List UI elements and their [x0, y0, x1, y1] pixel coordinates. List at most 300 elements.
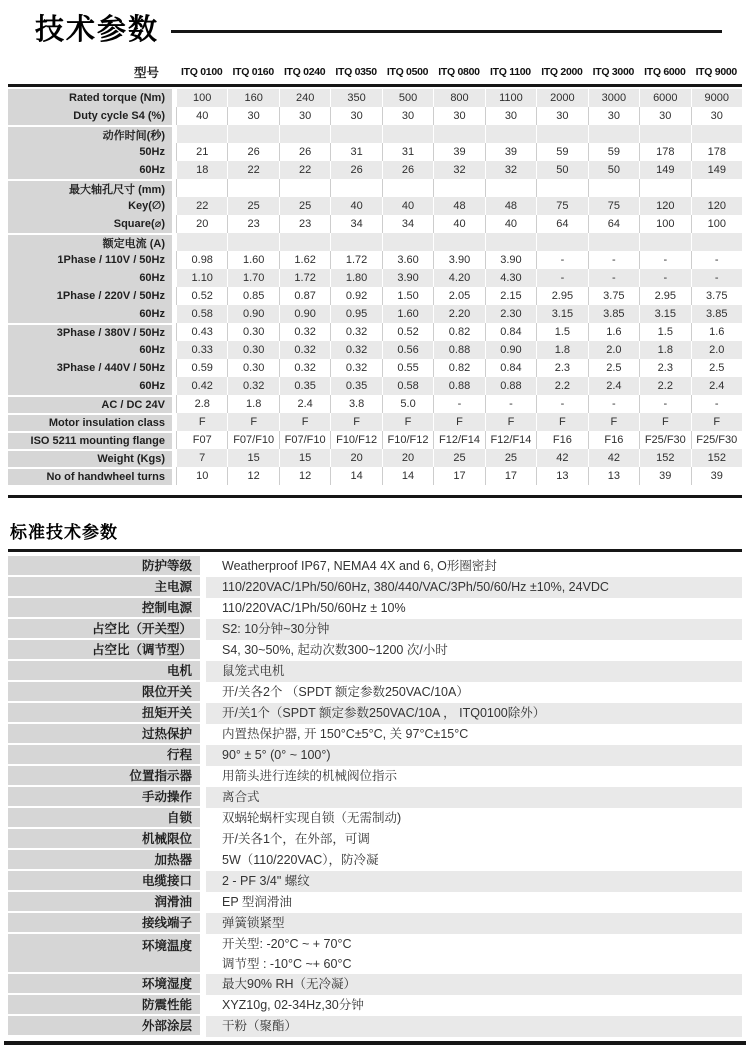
spec-cell: 40: [382, 197, 433, 215]
spec-cell: 1.60: [227, 251, 278, 269]
spec-cell: 0.90: [227, 305, 278, 323]
spec-cell: 0.32: [330, 323, 381, 341]
spec-cell: 100: [691, 215, 742, 233]
std-row-label: 接线端子: [8, 913, 200, 934]
std-row-label: 机械限位: [8, 829, 200, 850]
model-column-header: ITQ 0100: [181, 65, 223, 78]
spec-cell: F25/F30: [639, 431, 690, 449]
spec-cell: 0.82: [433, 323, 484, 341]
std-row-value: [206, 766, 742, 787]
spec-cell: 22: [279, 161, 330, 179]
page-bottom-divider: [4, 1041, 746, 1045]
doc-header: [35, 13, 722, 48]
std-table-row: [8, 934, 742, 974]
spec-cell: -: [433, 395, 484, 413]
spec-cell: 0.32: [227, 377, 278, 395]
std-value-line: 干粉（聚酯）: [222, 1019, 298, 1034]
spec-cell: 22: [227, 161, 278, 179]
spec-cell: 39: [639, 467, 690, 485]
spec-cell: 0.43: [176, 323, 227, 341]
std-row-label: 自锁: [8, 808, 200, 829]
spec-table-row: [8, 359, 742, 377]
spec-cell: 0.92: [330, 287, 381, 305]
spec-row-label: 60Hz: [8, 269, 172, 287]
spec-table-row: [8, 305, 742, 323]
model-header-row: [8, 60, 742, 84]
spec-cell: F: [433, 413, 484, 431]
spec-cell: 0.90: [485, 341, 536, 359]
spec-cell: 152: [639, 449, 690, 467]
std-value-line: 2 - PF 3/4" 螺纹: [222, 874, 310, 889]
std-value-line: 鼠笼式电机: [222, 664, 285, 679]
std-table-row: [8, 724, 742, 745]
std-value-line: 5W（110/220VAC），防冷凝: [222, 853, 379, 868]
std-table-row: [8, 745, 742, 766]
spec-cell: 26: [279, 143, 330, 161]
std-value-line: 双蜗轮蜗杆实现自锁（无需制动): [222, 811, 402, 826]
spec-cell: 149: [691, 161, 742, 179]
spec-row-label: Weight (Kgs): [8, 449, 172, 467]
model-column-header: ITQ 3000: [592, 65, 635, 78]
spec-cell: 3.15: [639, 305, 690, 323]
spec-table-row: [8, 341, 742, 359]
spec-cell: 13: [588, 467, 639, 485]
spec-cell: F16: [536, 431, 587, 449]
std-row-value: [206, 1016, 742, 1037]
std-value-line: 开/关各2个 （SPDT 额定参数250VAC/10A）: [222, 685, 469, 700]
spec-row-label: 最大轴孔尺寸 (mm): [8, 179, 172, 197]
spec-cell: 350: [330, 89, 381, 107]
spec-cell: 1.50: [382, 287, 433, 305]
spec-table-row: [8, 89, 742, 107]
spec-cell: F: [279, 413, 330, 431]
spec-cell: 0.52: [382, 323, 433, 341]
std-value-line: 90° ± 5° (0° ~ 100°): [222, 748, 331, 763]
spec-cell: 1.60: [382, 305, 433, 323]
spec-cell: [536, 179, 587, 197]
spec-cell: 120: [691, 197, 742, 215]
spec-cell: [485, 233, 536, 251]
spec-cell: 13: [536, 467, 587, 485]
spec-cell: [588, 179, 639, 197]
spec-table-row: [8, 377, 742, 395]
spec-cell: 0.56: [382, 341, 433, 359]
std-table-row: [8, 640, 742, 661]
spec-cell: [330, 233, 381, 251]
spec-cell: 22: [176, 197, 227, 215]
spec-cell: [279, 125, 330, 143]
spec-cell: -: [588, 395, 639, 413]
spec-cell: -: [691, 251, 742, 269]
spec-cell: 2.30: [485, 305, 536, 323]
spec-cell: 0.58: [176, 305, 227, 323]
spec-cell: [485, 179, 536, 197]
header-divider: [8, 84, 742, 87]
spec-cell: 0.98: [176, 251, 227, 269]
spec-cell: [176, 125, 227, 143]
spec-cell: 0.87: [279, 287, 330, 305]
spec-cell: 149: [639, 161, 690, 179]
spec-cell: 75: [588, 197, 639, 215]
spec-cell: 240: [279, 89, 330, 107]
spec-cell: 30: [279, 107, 330, 125]
spec-cell: -: [536, 269, 587, 287]
spec-cell: 59: [536, 143, 587, 161]
std-value-line: 最大90% RH（无冷凝）: [222, 977, 357, 992]
std-value-line: 调节型 : -10°C ~+ 60°C: [222, 956, 352, 971]
std-row-label: 占空比（开关型）: [8, 619, 200, 640]
spec-cell: 20: [382, 449, 433, 467]
spec-cell: 0.55: [382, 359, 433, 377]
spec-row-label: Duty cycle S4 (%): [8, 107, 172, 125]
spec-cell: [330, 125, 381, 143]
std-row-label: 电机: [8, 661, 200, 682]
std-row-value: [206, 682, 742, 703]
spec-cell: 0.82: [433, 359, 484, 377]
spec-cell: 14: [330, 467, 381, 485]
spec-row-label: 1Phase / 110V / 50Hz: [8, 251, 172, 269]
spec-cell: F07/F10: [279, 431, 330, 449]
std-table-row: [8, 892, 742, 913]
std-table-row: [8, 1016, 742, 1037]
spec-cell: 40: [433, 215, 484, 233]
spec-cell: 42: [536, 449, 587, 467]
spec-cell: F10/F12: [382, 431, 433, 449]
spec-cell: [433, 179, 484, 197]
spec-row-label: No of handwheel turns: [8, 467, 172, 485]
spec-cell: 39: [433, 143, 484, 161]
spec-cell: 2.8: [176, 395, 227, 413]
spec-cell: 178: [691, 143, 742, 161]
spec-cell: 10: [176, 467, 227, 485]
std-value-line: EP 型润滑油: [222, 895, 292, 910]
spec-cell: 0.59: [176, 359, 227, 377]
model-column-header: ITQ 0160: [232, 65, 274, 78]
spec-cell: [279, 179, 330, 197]
std-row-value: [206, 808, 742, 829]
std-row-value: [206, 724, 742, 745]
spec-cell: 75: [536, 197, 587, 215]
std-row-label: 环境湿度: [8, 974, 200, 995]
spec-cell: 1.72: [279, 269, 330, 287]
std-table-row: [8, 619, 742, 640]
spec-cell: 1.62: [279, 251, 330, 269]
spec-table-row: [8, 467, 742, 485]
spec-cell: 3.85: [691, 305, 742, 323]
std-value-line: XYZ10g, 02-34Hz,30分钟: [222, 998, 364, 1013]
spec-table-row: [8, 251, 742, 269]
std-table-row: [8, 995, 742, 1016]
spec-cell: 0.35: [279, 377, 330, 395]
spec-cell: [227, 125, 278, 143]
spec-cell: 2.15: [485, 287, 536, 305]
std-table-row: [8, 829, 742, 850]
spec-cell: F: [536, 413, 587, 431]
spec-cell: 32: [485, 161, 536, 179]
spec-row-label: 60Hz: [8, 377, 172, 395]
spec-cell: 178: [639, 143, 690, 161]
spec-cell: [639, 233, 690, 251]
spec-cell: 25: [433, 449, 484, 467]
std-row-value: [206, 661, 742, 682]
model-column-header: ITQ 0500: [386, 65, 429, 78]
standard-spec-table: [8, 556, 742, 1037]
std-row-value: [206, 829, 742, 850]
std-row-value: [206, 995, 742, 1016]
spec-cell: 500: [382, 89, 433, 107]
spec-cell: 30: [433, 107, 484, 125]
spec-cell: 2.3: [536, 359, 587, 377]
spec-cell: 50: [536, 161, 587, 179]
spec-cell: 0.32: [279, 323, 330, 341]
spec-table-row: [8, 215, 742, 233]
spec-cell: F: [639, 413, 690, 431]
std-row-label: 位置指示器: [8, 766, 200, 787]
spec-cell: 2.4: [588, 377, 639, 395]
spec-table-row: [8, 233, 742, 251]
spec-table-row: [8, 431, 742, 449]
std-row-value: [206, 934, 742, 974]
spec-cell: 64: [588, 215, 639, 233]
std-row-value: [206, 745, 742, 766]
std-row-value: [206, 577, 742, 598]
spec-cell: 2.0: [691, 341, 742, 359]
spec-cell: 26: [382, 161, 433, 179]
model-column-header: ITQ 0350: [335, 65, 377, 78]
spec-cell: 15: [227, 449, 278, 467]
spec-cell: 1.6: [588, 323, 639, 341]
std-row-value: [206, 556, 742, 577]
std-table-row: [8, 766, 742, 787]
std-table-row: [8, 661, 742, 682]
spec-cell: 14: [382, 467, 433, 485]
spec-cell: 0.30: [227, 341, 278, 359]
std-table-row: [8, 850, 742, 871]
spec-cell: 21: [176, 143, 227, 161]
std-row-label: 防护等级: [8, 556, 200, 577]
spec-cell: -: [691, 395, 742, 413]
spec-cell: 0.84: [485, 359, 536, 377]
spec-cell: 3.15: [536, 305, 587, 323]
spec-table-row: [8, 287, 742, 305]
spec-row-label: 60Hz: [8, 341, 172, 359]
spec-row-label: 50Hz: [8, 143, 172, 161]
spec-table-row: [8, 395, 742, 413]
std-value-line: 内置热保护器, 开 150°C±5°C, 关 97°C±15°C: [222, 727, 469, 742]
spec-cell: 2.20: [433, 305, 484, 323]
std-table-row: [8, 703, 742, 724]
spec-cell: 1.80: [330, 269, 381, 287]
spec-cell: F25/F30: [691, 431, 742, 449]
spec-cell: 0.32: [279, 341, 330, 359]
spec-cell: 1.6: [691, 323, 742, 341]
std-value-line: 110/220VAC/1Ph/50/60Hz, 380/440/VAC/3Ph/50/60/Hz ±10%, 24VDC: [222, 580, 609, 595]
spec-table-row: [8, 413, 742, 431]
spec-cell: 0.85: [227, 287, 278, 305]
std-row-label: 电缆接口: [8, 871, 200, 892]
spec-cell: 2.2: [536, 377, 587, 395]
spec-cell: 30: [485, 107, 536, 125]
spec-cell: 2.5: [691, 359, 742, 377]
spec-cell: 34: [382, 215, 433, 233]
spec-cell: -: [639, 269, 690, 287]
std-value-line: 开关型: -20°C ~ + 70°C: [222, 936, 352, 951]
spec-cell: [433, 125, 484, 143]
spec-cell: F12/F14: [433, 431, 484, 449]
model-columns: [176, 66, 742, 78]
title-rule: [171, 30, 722, 33]
std-value-line: 离合式: [222, 790, 260, 805]
spec-cell: [588, 233, 639, 251]
std-row-label: 外部涂层: [8, 1016, 200, 1037]
spec-cell: 3.60: [382, 251, 433, 269]
spec-cell: -: [639, 395, 690, 413]
spec-cell: -: [536, 395, 587, 413]
spec-cell: 2000: [536, 89, 587, 107]
spec-cell: 20: [330, 449, 381, 467]
spec-cell: 0.88: [485, 377, 536, 395]
page-title: 技术参数: [35, 14, 160, 46]
spec-cell: 2.4: [691, 377, 742, 395]
spec-table-row: [8, 125, 742, 143]
spec-cell: 25: [485, 449, 536, 467]
spec-cell: 3.90: [382, 269, 433, 287]
spec-cell: 100: [639, 215, 690, 233]
spec-cell: 30: [382, 107, 433, 125]
spec-cell: 3.75: [691, 287, 742, 305]
spec-cell: 1.5: [536, 323, 587, 341]
spec-cell: 17: [433, 467, 484, 485]
std-row-label: 加热器: [8, 850, 200, 871]
model-column-header: ITQ 9000: [695, 65, 737, 78]
std-value-line: S4, 30~50%, 起动次数300~1200 次/小时: [222, 643, 448, 658]
spec-cell: 0.52: [176, 287, 227, 305]
model-column-header: ITQ 1100: [490, 65, 531, 78]
spec-cell: 17: [485, 467, 536, 485]
std-value-line: 110/220VAC/1Ph/50/60Hz ± 10%: [222, 601, 406, 616]
spec-cell: 0.42: [176, 377, 227, 395]
spec-cell: F07: [176, 431, 227, 449]
spec-cell: 30: [536, 107, 587, 125]
std-row-label: 控制电源: [8, 598, 200, 619]
std-row-label: 环境温度: [8, 934, 200, 974]
spec-row-label: 3Phase / 440V / 50Hz: [8, 359, 172, 377]
spec-table-row: [8, 449, 742, 467]
spec-cell: 0.58: [382, 377, 433, 395]
spec-row-label: 动作时间(秒): [8, 125, 172, 143]
spec-cell: 30: [330, 107, 381, 125]
spec-cell: 3.8: [330, 395, 381, 413]
spec-cell: 2.95: [639, 287, 690, 305]
spec-cell: 1.8: [639, 341, 690, 359]
spec-table-row: [8, 107, 742, 125]
spec-cell: 40: [485, 215, 536, 233]
std-table-row: [8, 556, 742, 577]
spec-cell: 48: [433, 197, 484, 215]
spec-cell: F16: [588, 431, 639, 449]
spec-cell: 3000: [588, 89, 639, 107]
spec-cell: 31: [382, 143, 433, 161]
spec-cell: [279, 233, 330, 251]
spec-cell: [382, 125, 433, 143]
spec-cell: [227, 179, 278, 197]
spec-cell: 0.35: [330, 377, 381, 395]
spec-table: [8, 89, 742, 485]
spec-row-label: ISO 5211 mounting flange: [8, 431, 172, 449]
spec-table-row: [8, 179, 742, 197]
spec-cell: 0.84: [485, 323, 536, 341]
spec-cell: [691, 179, 742, 197]
spec-cell: 152: [691, 449, 742, 467]
spec-cell: 2.5: [588, 359, 639, 377]
spec-cell: [639, 179, 690, 197]
spec-cell: [485, 125, 536, 143]
spec-cell: [433, 233, 484, 251]
spec-cell: 100: [176, 89, 227, 107]
spec-cell: 12: [279, 467, 330, 485]
std-row-value: [206, 913, 742, 934]
spec-cell: 15: [279, 449, 330, 467]
spec-cell: 2.3: [639, 359, 690, 377]
spec-cell: -: [588, 269, 639, 287]
spec-cell: 800: [433, 89, 484, 107]
std-row-label: 行程: [8, 745, 200, 766]
spec-cell: 39: [691, 467, 742, 485]
spec-cell: 1.72: [330, 251, 381, 269]
spec-cell: [536, 125, 587, 143]
spec-cell: F: [330, 413, 381, 431]
spec-cell: 32: [433, 161, 484, 179]
spec-cell: [691, 125, 742, 143]
spec-table-row: [8, 269, 742, 287]
std-row-label: 防震性能: [8, 995, 200, 1016]
std-row-value: [206, 703, 742, 724]
spec-cell: 40: [176, 107, 227, 125]
std-row-label: 手动操作: [8, 787, 200, 808]
spec-cell: -: [485, 395, 536, 413]
spec-cell: F12/F14: [485, 431, 536, 449]
spec-cell: 9000: [691, 89, 742, 107]
std-table-row: [8, 787, 742, 808]
spec-cell: [588, 125, 639, 143]
spec-table-row: [8, 197, 742, 215]
model-column-header: ITQ 2000: [541, 65, 583, 78]
section2-title: 标准技术参数: [10, 522, 118, 542]
spec-cell: [691, 233, 742, 251]
spec-cell: 5.0: [382, 395, 433, 413]
spec-cell: 26: [227, 143, 278, 161]
std-row-value: [206, 974, 742, 995]
spec-cell: 4.30: [485, 269, 536, 287]
model-column-header: ITQ 6000: [644, 65, 686, 78]
spec-cell: 30: [639, 107, 690, 125]
spec-cell: 120: [639, 197, 690, 215]
spec-cell: 2.05: [433, 287, 484, 305]
spec-cell: 0.32: [330, 359, 381, 377]
spec-table-row: [8, 143, 742, 161]
model-row-label: 型号: [133, 65, 159, 80]
spec-cell: 0.33: [176, 341, 227, 359]
spec-table-row: [8, 323, 742, 341]
spec-cell: 30: [691, 107, 742, 125]
spec-cell: 0.30: [227, 323, 278, 341]
spec-cell: [639, 125, 690, 143]
std-table-row: [8, 974, 742, 995]
spec-cell: 23: [279, 215, 330, 233]
spec-cell: 34: [330, 215, 381, 233]
spec-row-label: 3Phase / 380V / 50Hz: [8, 323, 172, 341]
spec-cell: [330, 179, 381, 197]
